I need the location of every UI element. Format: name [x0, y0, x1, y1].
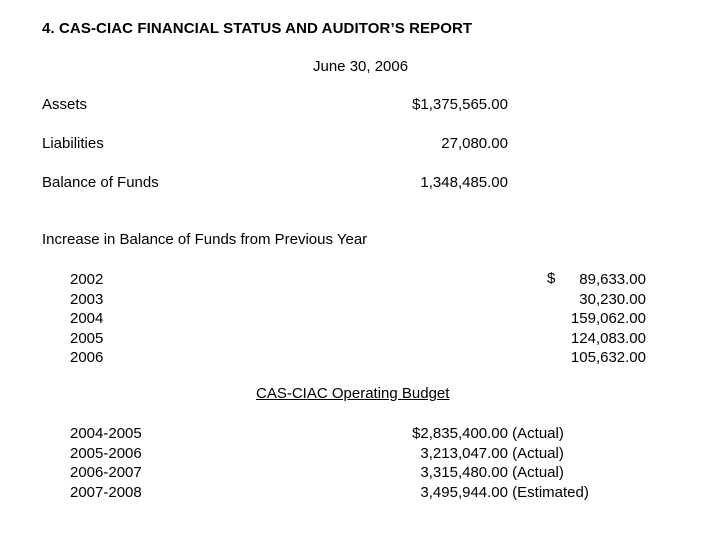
balance-amount: 1,348,485.00 [420, 174, 508, 191]
increase-amount: 30,230.00 [579, 290, 646, 308]
increase-amount: 159,062.00 [570, 310, 646, 327]
budget-row [402, 424, 589, 444]
increase-amounts [571, 270, 646, 368]
increase-year: 2006 [70, 349, 104, 366]
budget-row [402, 483, 589, 503]
budget-row [402, 463, 589, 483]
budget-note: (Estimated) [512, 483, 589, 501]
budget-amount: 3,213,047.00 [420, 444, 508, 462]
budget-row [402, 444, 589, 464]
report-title: 4. CAS-CIAC FINANCIAL STATUS AND AUDITOR’S REPORT [42, 20, 473, 37]
increase-year: 2004 [70, 310, 104, 327]
increase-year: 2002 [70, 271, 104, 288]
budget-period: 2004-2005 [70, 425, 142, 442]
liabilities-amount: 27,080.00 [441, 135, 508, 152]
budget-note: (Actual) [512, 464, 564, 481]
increase-amount: 89,633.00 [579, 271, 646, 288]
report-date: June 30, 2006 [313, 58, 409, 75]
budget-periods [70, 424, 142, 502]
liabilities-label: Liabilities [42, 135, 104, 152]
budget-period: 2006-2007 [70, 464, 142, 481]
budget-amount: 3,495,944.00 [420, 483, 508, 501]
budget-note: (Actual) [512, 444, 564, 462]
budget-section-title: CAS-CIAC Operating Budget [256, 385, 450, 402]
increase-section-title: Increase in Balance of Funds from Previous Year [42, 231, 368, 248]
budget-note: (Actual) [512, 425, 564, 442]
budget-amounts [402, 424, 589, 502]
increase-currency-sign: $ [547, 270, 556, 287]
budget-amount: $2,835,400.00 [412, 425, 508, 442]
assets-label: Assets [42, 96, 88, 113]
budget-period: 2007-2008 [70, 483, 142, 501]
increase-amount: 105,632.00 [570, 349, 646, 366]
budget-period: 2005-2006 [70, 444, 142, 462]
balance-label: Balance of Funds [42, 174, 159, 191]
budget-amount: 3,315,480.00 [420, 464, 508, 481]
assets-amount: $1,375,565.00 [412, 96, 508, 113]
increase-amount: 124,083.00 [570, 329, 646, 347]
increase-year: 2003 [70, 290, 104, 308]
increase-year: 2005 [70, 329, 104, 347]
increase-years [70, 270, 103, 368]
